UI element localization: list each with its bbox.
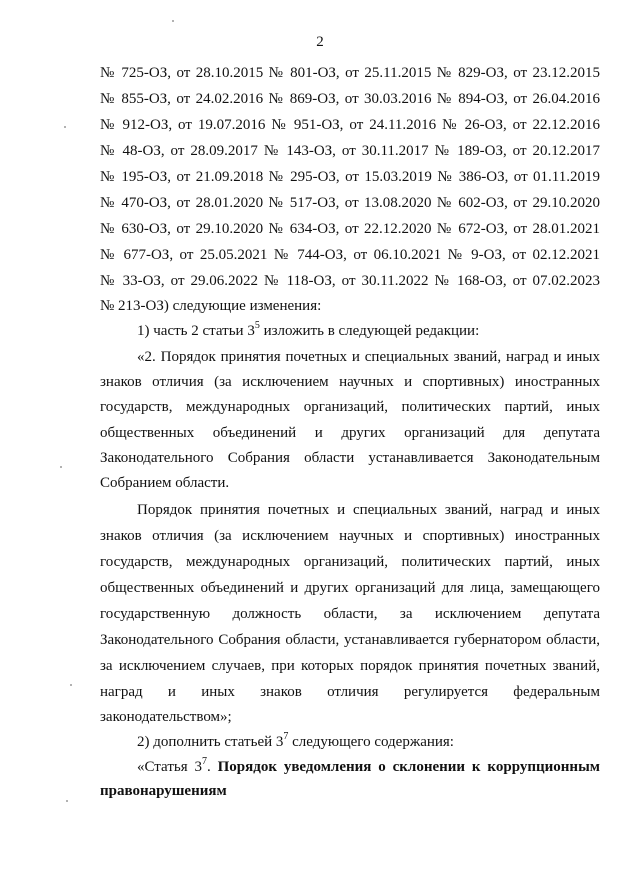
scan-mark: [66, 800, 68, 802]
quote-1-line: Законодательного Собрания области устанавливается Законодательным: [100, 450, 600, 466]
item-2-sup: 7: [283, 731, 289, 742]
law-list-line: № 912-ОЗ, от 19.07.2016 № 951-ОЗ, от 24.11.2016 № 26-ОЗ, от 22.12.2016: [100, 117, 600, 133]
article-sup: 7: [201, 756, 207, 767]
law-list-line: № 33-ОЗ, от 29.06.2022 № 118-ОЗ, от 30.11.2022 № 168-ОЗ, от 07.02.2023: [100, 273, 600, 289]
item-1: [137, 322, 600, 340]
item-2: [137, 733, 600, 751]
quote-2-line: знаков отличия (за исключением научных и спортивных) иностранных: [100, 528, 600, 544]
article-prefix: «Статья 3: [137, 759, 202, 775]
law-list-line: № 855-ОЗ, от 24.02.2016 № 869-ОЗ, от 30.03.2016 № 894-ОЗ, от 26.04.2016: [100, 91, 600, 107]
item-1-text: 1) часть 2 статьи 3: [137, 323, 255, 339]
law-list-line: № 630-ОЗ, от 29.10.2020 № 634-ОЗ, от 22.12.2020 № 672-ОЗ, от 28.01.2021: [100, 221, 600, 237]
law-list-line: № 470-ОЗ, от 28.01.2020 № 517-ОЗ, от 13.08.2020 № 602-ОЗ, от 29.10.2020: [100, 195, 600, 211]
quote-2-line: Законодательного Собрания области, устанавливается губернатором области,: [100, 632, 600, 648]
quote-2-line: государственную должность области, за исключением депутата: [100, 606, 600, 622]
quote-1-line: знаков отличия (за исключением научных и спортивных) иностранных: [100, 374, 600, 390]
page-number: 2: [316, 34, 324, 50]
quote-2-line: законодательством»;: [100, 709, 232, 725]
quote-1-line: Собранием области.: [100, 475, 230, 491]
quote-2-line: государств, международных организаций, политических партий, иных: [100, 554, 600, 570]
quote-1-line: «2. Порядок принятия почетных и специальных званий, наград и иных: [137, 349, 600, 365]
item-1-rest: изложить в следующей редакции:: [259, 323, 480, 339]
scan-mark: [172, 20, 174, 22]
quote-2-line: за исключением случаев, при которых порядок принятия почетных званий,: [100, 658, 600, 674]
law-list-line: № 48-ОЗ, от 28.09.2017 № 143-ОЗ, от 30.11.2017 № 189-ОЗ, от 20.12.2017: [100, 143, 600, 159]
law-list-line: № 195-ОЗ, от 21.09.2018 № 295-ОЗ, от 15.03.2019 № 386-ОЗ, от 01.11.2019: [100, 169, 600, 185]
quote-2-line: Порядок принятия почетных и специальных званий, наград и иных: [137, 502, 600, 518]
law-list-line: № 213-ОЗ) следующие изменения:: [100, 298, 322, 314]
article-title-line2: правонарушениям: [100, 783, 227, 799]
item-2-rest: следующего содержания:: [288, 734, 454, 750]
quote-2-line: наград и иных знаков отличия регулируется федеральным: [100, 684, 600, 700]
scan-mark: [70, 684, 72, 686]
law-list-line: № 725-ОЗ, от 28.10.2015 № 801-ОЗ, от 25.11.2015 № 829-ОЗ, от 23.12.2015: [100, 65, 600, 81]
item-2-text: 2) дополнить статьей 3: [137, 734, 284, 750]
article-heading-line1: [137, 758, 600, 776]
quote-1-line: государств, международных организаций, политических партий, иных: [100, 399, 600, 415]
scan-mark: [60, 466, 62, 468]
quote-1-line: общественных объединений и других организаций для депутата: [100, 425, 600, 441]
scan-mark: [64, 126, 66, 128]
article-dot: .: [206, 759, 211, 775]
law-list-line: № 677-ОЗ, от 25.05.2021 № 744-ОЗ, от 06.10.2021 № 9-ОЗ, от 02.12.2021: [100, 247, 600, 263]
item-1-sup: 5: [254, 320, 260, 331]
quote-2-line: общественных объединений и других организаций для лица, замещающего: [100, 580, 600, 596]
article-title-line1: Порядок уведомления о склонении к коррупционным: [217, 759, 600, 775]
